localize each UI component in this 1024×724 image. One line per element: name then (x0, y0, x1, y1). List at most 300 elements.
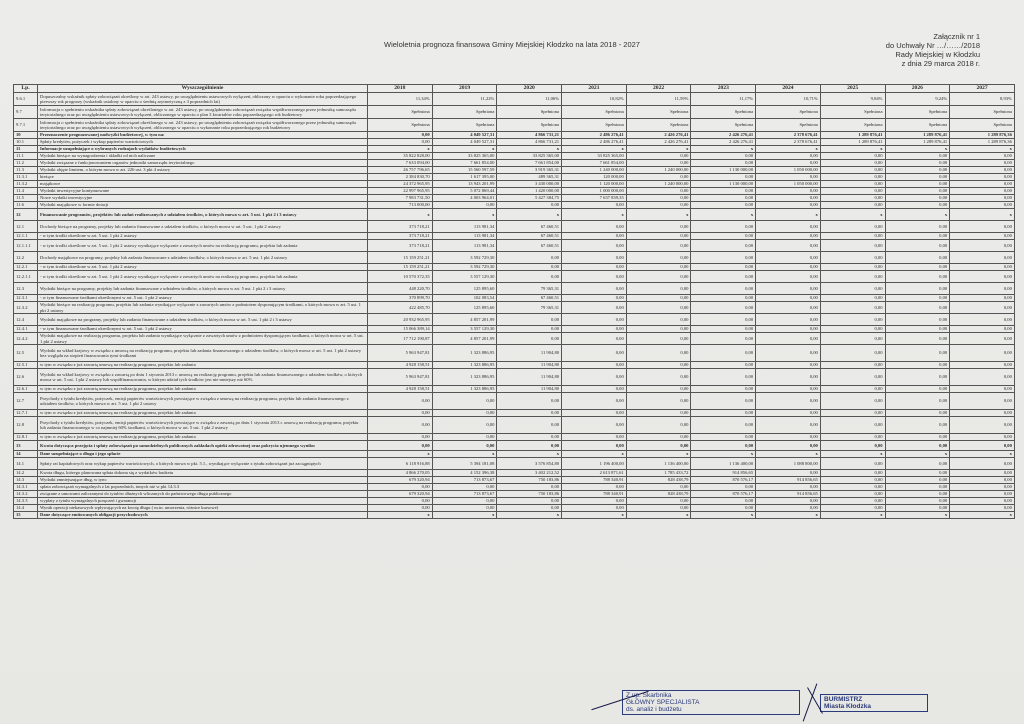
row-number: 12.3.1 (14, 295, 38, 302)
year-value: 0,00 (497, 498, 562, 505)
year-value: 0,00 (562, 202, 627, 209)
year-value: 1 323 886,95 (432, 369, 497, 386)
year-value: 0,00 (950, 167, 1015, 174)
year-value: 0,00 (368, 417, 433, 434)
year-value: 2 426 276,41 (691, 132, 756, 139)
year-value: 1 289 876,41 (885, 139, 950, 146)
year-value: 67 460,51 (497, 221, 562, 233)
year-value: x (950, 209, 1015, 221)
year-value: 5 963 947,81 (368, 369, 433, 386)
row-number: 14.3.1 (14, 484, 38, 491)
row-description: Informacja o spełnieniu wskaźnika spłaty zobowiązań określonego w art. 243 ustawy, po uwzględnieniu zobowiązań związku współtworzonego przez jednostkę samorządu terytorialnego oraz po uwzględnieniu ustawowych wyłączeń, obliczonego w oparciu o plan 3 kwartałów roku poprzedzającego rok budżetowy (38, 106, 368, 119)
year-value: 0,00 (885, 470, 950, 477)
table-row (14, 240, 1015, 252)
year-value: 0,00 (626, 188, 691, 195)
year-value: 0,00 (820, 477, 885, 484)
year-value: 0,00 (432, 417, 497, 434)
row-number: 12.4.1 (14, 326, 38, 333)
year-value: 4 866 270,05 (368, 470, 433, 477)
table-row (14, 139, 1015, 146)
row-description: Wydatki majątkowe w formie dotacji (38, 202, 368, 209)
year-value: 0,00 (626, 441, 691, 451)
year-value: 0,00 (885, 181, 950, 188)
year-value: 0,00 (820, 252, 885, 264)
year-value: 0,00 (562, 441, 627, 451)
year-value: 0,00 (626, 369, 691, 386)
year-value: 0,00 (756, 160, 821, 167)
year-value: 0,00 (950, 283, 1015, 295)
year-value: 0,00 (626, 271, 691, 283)
year-value: 0,00 (562, 410, 627, 417)
year-value: x (368, 209, 433, 221)
table-row (14, 326, 1015, 333)
row-description: - w tym środki określone w art. 5 ust. 1 pkt 2 ustawy wynikające wyłącznie z zawartych umów na realizację programu, projektu lub zadania (38, 240, 368, 252)
year-value: 26 757 796,65 (368, 167, 433, 174)
year-value: 11 904,80 (497, 362, 562, 369)
year-value: 0,00 (820, 434, 885, 441)
year-value: 0,00 (885, 264, 950, 271)
year-value: x (432, 146, 497, 153)
column-header: Lp. (14, 85, 38, 93)
year-value: 0,00 (885, 295, 950, 302)
year-value: 0,00 (820, 233, 885, 240)
table-row (14, 345, 1015, 362)
year-value: 10,71% (756, 93, 821, 106)
year-value: 22 997 965,95 (368, 188, 433, 195)
year-value: 448 220,70 (368, 283, 433, 295)
year-value: 0,00 (820, 362, 885, 369)
table-row (14, 188, 1015, 195)
year-value: 1 130 000,00 (691, 167, 756, 174)
year-value: 0,00 (368, 441, 433, 451)
row-number: 12.4.2 (14, 333, 38, 345)
year-value: 0,00 (562, 417, 627, 434)
year-value: Spełniona (626, 119, 691, 132)
year-value: 1 196 400,00 (562, 458, 627, 470)
table-row (14, 441, 1015, 451)
table-row (14, 153, 1015, 160)
row-description: Przychody z tytułu kredytów, pożyczek, emisji papierów wartościowych powstające w związku z zawartą po dniu 1 stycznia 2013 r. umową na realizację programu, projektu lub zadania finansowanego w co najmniej 60% środkami, o których mowa w art. 5 ust. 1 pkt 2 ustawy (38, 417, 368, 434)
year-value: x (885, 209, 950, 221)
year-value: 0,00 (820, 333, 885, 345)
year-value: 0,00 (885, 393, 950, 410)
year-value: 1 323 886,95 (432, 362, 497, 369)
year-value: x (562, 209, 627, 221)
table-row (14, 209, 1015, 221)
year-value: 1 289 876,41 (885, 132, 950, 139)
stamp-line: GŁÓWNY SPECJALISTA (626, 699, 700, 706)
year-value: 828 438,79 (626, 491, 691, 498)
year-value: 0,00 (562, 326, 627, 333)
year-value: x (820, 451, 885, 458)
row-number: 12.8.1 (14, 434, 38, 441)
row-number: 12.5 (14, 345, 38, 362)
year-value: 0,00 (756, 393, 821, 410)
year-value: 0,00 (691, 283, 756, 295)
row-number: 12 (14, 209, 38, 221)
year-value: x (497, 451, 562, 458)
year-value: 0,00 (626, 252, 691, 264)
year-value: 0,00 (756, 470, 821, 477)
year-value: 0,00 (691, 362, 756, 369)
year-value: 0,00 (820, 160, 885, 167)
year-value: 11 904,80 (497, 345, 562, 362)
year-value: 0,00 (885, 188, 950, 195)
year-value: 0,00 (368, 484, 433, 491)
year-value: 0,00 (885, 333, 950, 345)
year-value: 0,00 (562, 221, 627, 233)
year-value: x (691, 451, 756, 458)
year-value: 120 000,00 (562, 174, 627, 181)
table-row (14, 434, 1015, 441)
year-value: 67 460,51 (497, 295, 562, 302)
year-value: 0,00 (562, 498, 627, 505)
year-value: 1 130 000,00 (691, 181, 756, 188)
year-value: 0,00 (368, 139, 433, 146)
year-value: 0,00 (756, 362, 821, 369)
year-value: Spełniona (756, 106, 821, 119)
year-value: 373 718,21 (368, 240, 433, 252)
attachment-line: z dnia 29 marca 2018 r. (901, 59, 980, 68)
year-value: 0,00 (756, 188, 821, 195)
year-value: 0,00 (885, 252, 950, 264)
table-row (14, 451, 1015, 458)
year-value: 0,00 (691, 505, 756, 512)
year-value: x (626, 451, 691, 458)
year-value: 7 661 854,00 (497, 160, 562, 167)
year-value: x (950, 146, 1015, 153)
year-value: 0,00 (691, 441, 756, 451)
row-number: 9.7.1 (14, 119, 38, 132)
year-value: 0,00 (756, 326, 821, 333)
year-value: 0,00 (368, 132, 433, 139)
year-value: 7 637 839,35 (562, 195, 627, 202)
row-number: 10.1 (14, 139, 38, 146)
document-title: Wieloletnia prognoza finansowa Gminy Miejskiej Kłodzko na lata 2018 - 2027 (384, 40, 640, 49)
year-value: 7 661 854,00 (562, 160, 627, 167)
year-value: Spełniona (432, 119, 497, 132)
table-row (14, 283, 1015, 295)
year-value: 2 378 676,41 (756, 139, 821, 146)
year-value: 0,00 (756, 417, 821, 434)
year-value: 0,00 (626, 160, 691, 167)
table-row (14, 491, 1015, 498)
year-value: 0,00 (885, 326, 950, 333)
year-value: 0,00 (756, 314, 821, 326)
year-value: Spełniona (432, 106, 497, 119)
stamp-line: Miasta Kłodzka (824, 703, 871, 710)
year-value: 0,00 (368, 498, 433, 505)
year-value: 33 825 365,00 (497, 153, 562, 160)
row-description: majątkowe (38, 181, 368, 188)
year-value: 0,00 (820, 505, 885, 512)
table-row (14, 195, 1015, 202)
year-value: 0,00 (497, 333, 562, 345)
year-value: 1 420 000,00 (497, 188, 562, 195)
year-value: 1 000 000,00 (562, 188, 627, 195)
year-value: x (691, 146, 756, 153)
column-header: 2020 (497, 85, 562, 93)
year-value: 679 320,94 (368, 491, 433, 498)
year-value: 0,00 (950, 498, 1015, 505)
year-value: 2 426 276,41 (626, 139, 691, 146)
year-value: 1 289 876,36 (950, 132, 1015, 139)
row-description: Wydatki związane z funkcjonowaniem organów jednostki samorządu terytorialnego (38, 160, 368, 167)
year-value: 0,00 (626, 264, 691, 271)
year-value: 0,00 (756, 434, 821, 441)
year-value: 0,00 (626, 498, 691, 505)
year-value: x (691, 512, 756, 519)
year-value: 0,00 (820, 202, 885, 209)
table-row (14, 458, 1015, 470)
year-value: 1 617 395,00 (432, 174, 497, 181)
year-value: 1 323 886,95 (432, 386, 497, 393)
year-value: 0,00 (562, 484, 627, 491)
row-number: 15 (14, 512, 38, 519)
row-number: 11.1 (14, 153, 38, 160)
year-value: 0,00 (950, 410, 1015, 417)
row-description: Spłaty rat kapitałowych oraz wykup papierów wartościowych, o których mowa w pkt. 5.1., wynikające wyłącznie z tytułu zobowiązań już zaciągniętych (38, 458, 368, 470)
year-value: 0,00 (691, 188, 756, 195)
row-description: Wydatki na wkład krajowy w związku z zawartą po dniu 1 stycznia 2013 r. umową na realizację programu, projektu lub zadania finansowanego z udziałem środków, o których mowa w art. 5 ust. 1 pkt 2 ustawy lub współfinansowania, w którym udział tych środków jest nie mniejszy niż 60% (38, 369, 368, 386)
row-number: 12.4 (14, 314, 38, 326)
year-value: 0,00 (950, 188, 1015, 195)
year-value: 0,00 (691, 160, 756, 167)
year-value: 0,00 (950, 240, 1015, 252)
row-description: Przeznaczenie prognozowanej nadwyżki budżetowej, w tym na: (38, 132, 368, 139)
official-stamp-right (820, 694, 928, 712)
year-value: 2 426 276,41 (626, 132, 691, 139)
year-value: 79 365,31 (497, 302, 562, 314)
year-value: 0,00 (820, 153, 885, 160)
year-value: 0,00 (626, 393, 691, 410)
year-value: 0,00 (626, 362, 691, 369)
table-row (14, 314, 1015, 326)
table-row (14, 146, 1015, 153)
table-row (14, 221, 1015, 233)
year-value: 0,00 (885, 314, 950, 326)
year-value: 0,00 (562, 314, 627, 326)
year-value: 0,00 (950, 314, 1015, 326)
year-value: 0,00 (820, 271, 885, 283)
year-value: 0,00 (497, 202, 562, 209)
year-value: 0,00 (497, 271, 562, 283)
year-value: 11,34% (368, 93, 433, 106)
year-value: 0,00 (562, 393, 627, 410)
year-value: 0,00 (497, 393, 562, 410)
year-value: 17 712 190,87 (368, 333, 433, 345)
year-value: 0,00 (497, 441, 562, 451)
year-value: 0,00 (432, 505, 497, 512)
table-row (14, 252, 1015, 264)
year-value: 0,00 (691, 252, 756, 264)
year-value: 0,00 (885, 167, 950, 174)
stamp-line: ds. analiz i budżetu (626, 706, 682, 713)
year-value: 113 981,34 (432, 240, 497, 252)
year-value: 13 943 201,99 (432, 181, 497, 188)
row-description: Finansowanie programów, projektów lub zadań realizowanych z udziałem środków, o których mowa w art. 5 ust. 1 pkt 2 i 3 ustawy (38, 209, 368, 221)
year-value: 0,00 (756, 202, 821, 209)
year-value: x (432, 209, 497, 221)
year-value: 713 873,67 (432, 491, 497, 498)
year-value: 0,00 (885, 233, 950, 240)
row-number: 11.6 (14, 202, 38, 209)
year-value: 0,00 (562, 271, 627, 283)
row-description: Wydatki majątkowe na realizację programu, projektu lub zadania wynikające wyłącznie z zawartych umów z podmiotem dysponującym środkami, o których mowa w art. 5 ust. 1 pkt 2 ustawy (38, 333, 368, 345)
year-value: 679 320,94 (368, 477, 433, 484)
year-value: 0,00 (756, 295, 821, 302)
year-value: 20 932 965,95 (368, 314, 433, 326)
table-row (14, 512, 1015, 519)
row-number: 12.8 (14, 417, 38, 434)
year-value: 0,00 (820, 326, 885, 333)
column-header: 2025 (820, 85, 885, 93)
year-value: x (691, 209, 756, 221)
year-value: 0,00 (950, 417, 1015, 434)
year-value: 0,00 (562, 252, 627, 264)
year-value: 0,00 (885, 153, 950, 160)
row-description: - w tym finansowane środkami określonymi w art. 5 ust. 1 pkt 2 ustawy (38, 326, 368, 333)
year-value: 0,00 (562, 302, 627, 314)
row-description: Dopuszczalny wskaźnik spłaty zobowiązań określony w art. 243 ustawy, po uwzględnieniu ustawowych wyłączeń, obliczony w oparciu o wykonanie roku poprzedzającego pierwszy rok prognozy (wskaźnik ustalony w oparciu o średnią arytmetyczną z 3 poprzednich lat) (38, 93, 368, 106)
year-value: 0,00 (497, 264, 562, 271)
year-value: 5 427 384,75 (497, 195, 562, 202)
row-number: 14.3 (14, 477, 38, 484)
row-number: 14.4 (14, 505, 38, 512)
row-number: 10 (14, 132, 38, 139)
year-value: 0,00 (756, 345, 821, 362)
year-value: 0,00 (756, 240, 821, 252)
year-value: 0,00 (626, 240, 691, 252)
year-value: 0,00 (691, 240, 756, 252)
year-value: 0,00 (497, 314, 562, 326)
year-value: 0,00 (691, 393, 756, 410)
year-value: 0,00 (562, 233, 627, 240)
row-description: Wydatki zmniejszające dług, w tym: (38, 477, 368, 484)
year-value: 0,00 (626, 484, 691, 491)
year-value: x (626, 209, 691, 221)
table-row (14, 271, 1015, 283)
year-value: 0,00 (691, 434, 756, 441)
year-value: 0,00 (950, 369, 1015, 386)
year-value: 4 928 158,51 (368, 386, 433, 393)
year-value: Spełniona (497, 119, 562, 132)
year-value: 0,00 (756, 252, 821, 264)
table-row (14, 470, 1015, 477)
row-number: 12.1 (14, 221, 38, 233)
year-value: 0,00 (432, 484, 497, 491)
year-value: Spełniona (885, 119, 950, 132)
year-value: 870 576,17 (691, 477, 756, 484)
row-description: Dochody bieżące na programy, projekty lub zadania finansowane z udziałem środków, o których mowa w art. 5 ust. 1 pkt 2 ustawy (38, 221, 368, 233)
year-value: 0,00 (950, 441, 1015, 451)
year-value: 0,00 (885, 386, 950, 393)
year-value: 0,00 (626, 221, 691, 233)
year-value: 0,00 (820, 221, 885, 233)
year-value: x (368, 512, 433, 519)
year-value: 0,00 (562, 283, 627, 295)
year-value: 0,00 (368, 410, 433, 417)
table-row (14, 174, 1015, 181)
row-description: spłata zobowiązań wymagalnych z lat poprzednich, innych niż w pkt 14.3.3 (38, 484, 368, 491)
year-value: 0,00 (691, 326, 756, 333)
year-value: 2 378 676,41 (756, 132, 821, 139)
year-value: x (950, 451, 1015, 458)
year-value: x (885, 512, 950, 519)
row-number: 11.3.2 (14, 181, 38, 188)
row-description: Kwota długu, którego planowana spłata dokona się z wydatków budżetu (38, 470, 368, 477)
year-value: 0,00 (691, 369, 756, 386)
row-number: 12.7.1 (14, 410, 38, 417)
year-value: 0,00 (626, 326, 691, 333)
year-value: 0,00 (562, 295, 627, 302)
year-value: 489 365,31 (497, 174, 562, 181)
row-description: Dane dotyczące emitowanych obligacji przychodowych (38, 512, 368, 519)
year-value: Spełniona (820, 119, 885, 132)
year-value: 15 159 251,21 (368, 264, 433, 271)
year-value: 113 981,34 (432, 221, 497, 233)
row-number: 12.3.2 (14, 302, 38, 314)
table-row (14, 106, 1015, 119)
row-number: 12.6 (14, 369, 38, 386)
year-value: 0,00 (885, 345, 950, 362)
year-value: 15 560 597,59 (432, 167, 497, 174)
year-value: 0,00 (820, 195, 885, 202)
year-value: 4 049 527,31 (432, 139, 497, 146)
year-value: 0,00 (432, 393, 497, 410)
row-description: w tym w związku z już zawartą umową na realizację programu, projektu lub zadania (38, 362, 368, 369)
row-number: 11 (14, 146, 38, 153)
year-value: 0,00 (885, 195, 950, 202)
table-row (14, 302, 1015, 314)
year-value: x (820, 209, 885, 221)
row-description: Wynik operacji niekasowych wpływających na kwotę długu ( m.in. umorzenia, różnice kursowe) (38, 505, 368, 512)
row-number: 12.1.1 (14, 233, 38, 240)
table-row (14, 362, 1015, 369)
table-body (14, 93, 1015, 519)
year-value: 0,00 (691, 174, 756, 181)
year-value: x (368, 146, 433, 153)
year-value: 11,22% (432, 93, 497, 106)
row-description: - w tym środki określone w art. 5 ust. 1 pkt 2 ustawy (38, 264, 368, 271)
year-value: 0,00 (820, 167, 885, 174)
year-value: 788 340,91 (562, 491, 627, 498)
year-value: x (432, 512, 497, 519)
year-value: x (497, 512, 562, 519)
year-value: 373 718,21 (368, 221, 433, 233)
year-value: 0,00 (885, 434, 950, 441)
year-value: 788 340,91 (562, 477, 627, 484)
year-value: 6 118 916,88 (368, 458, 433, 470)
year-value: Spełniona (497, 106, 562, 119)
table-header-row (14, 85, 1015, 93)
year-value: 3 557 129,30 (432, 326, 497, 333)
row-number: 12.7 (14, 393, 38, 410)
year-value: 10,82% (562, 93, 627, 106)
table-row (14, 119, 1015, 132)
year-value: 0,00 (820, 264, 885, 271)
year-value: 0,00 (626, 333, 691, 345)
year-value: 0,00 (626, 195, 691, 202)
year-value: 15 159 251,21 (368, 252, 433, 264)
year-value: 2 486 276,41 (562, 139, 627, 146)
row-description: Wydatki bieżące na programy, projekty lub zadania finansowane z udziałem środków, o których mowa w art. 5 ust. 1 pkt 2 i 3 ustawy (38, 283, 368, 295)
row-number: 11.5 (14, 195, 38, 202)
row-number: 14.2 (14, 470, 38, 477)
year-value: 0,00 (950, 393, 1015, 410)
year-value: 0,00 (756, 221, 821, 233)
year-value: 4 049 527,31 (432, 132, 497, 139)
